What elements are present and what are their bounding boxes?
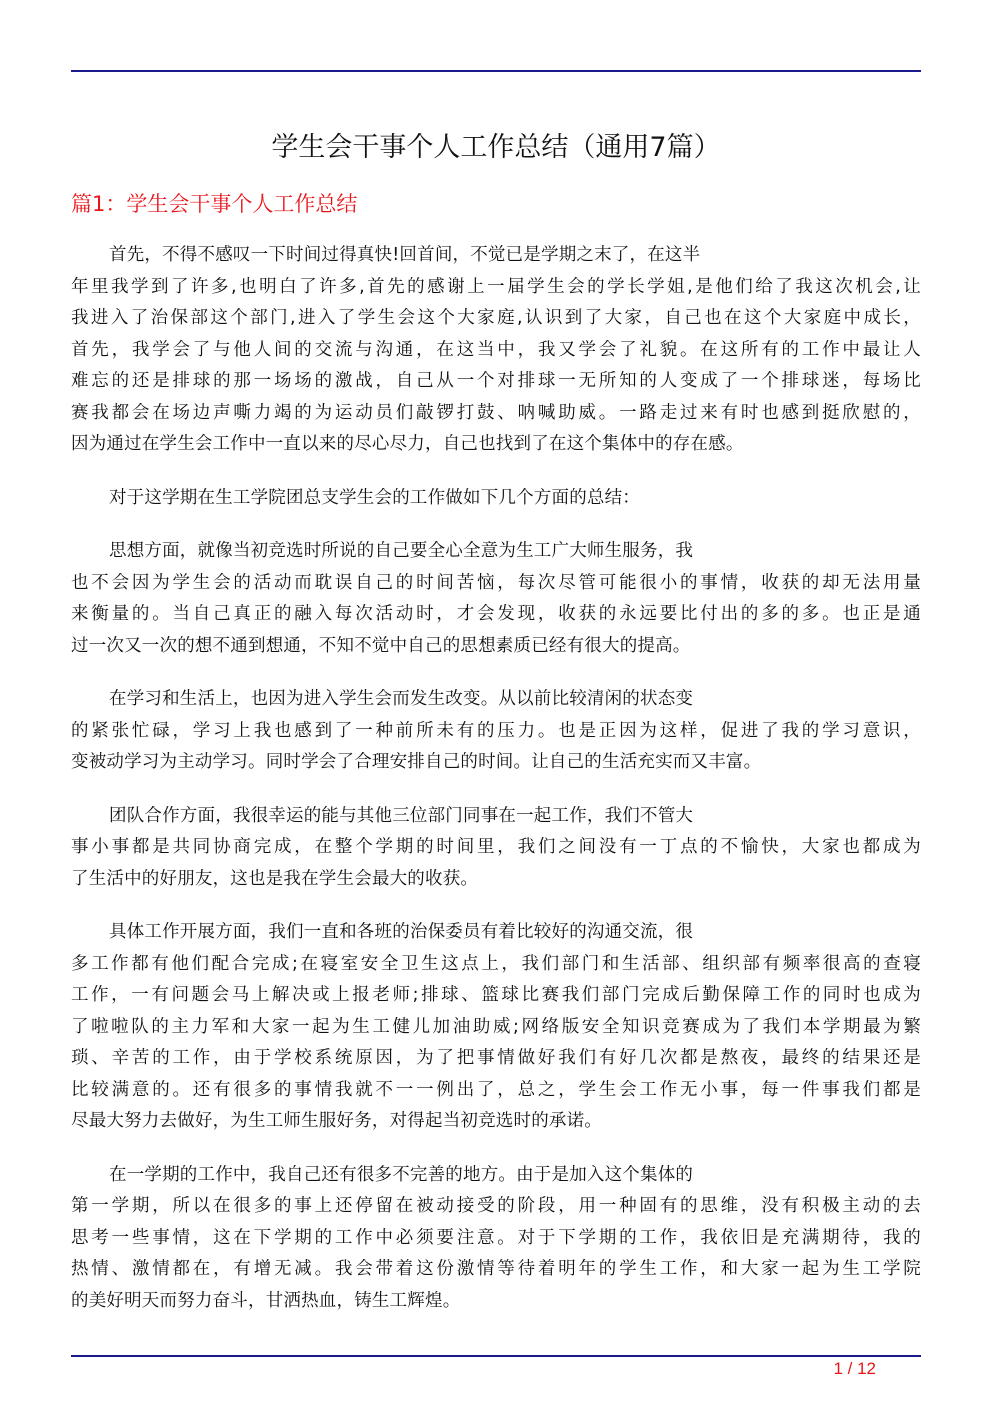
paragraph-6 (71, 917, 921, 1138)
text-line: 琐、辛苦的工作，由于学校系统原因，为了把事情做好我们有好几次都是熬夜，最终的结果还是 (71, 1048, 921, 1068)
text-line: 思考一些事情，这在下学期的工作中必须要注意。对于下学期的工作，我依旧是充满期待，我的 (71, 1227, 921, 1248)
text-line: 的紧张忙碌，学习上我也感到了一种前所未有的压力。也是正因为这样，促进了我的学习意识， (71, 720, 921, 741)
text-line: 了生活中的好朋友，这也是我在学生会最大的收获。 (71, 868, 479, 889)
paragraph-3 (71, 536, 921, 662)
document-title: 学生会干事个人工作总结（通用7篇） (271, 132, 721, 163)
header-rule (71, 70, 921, 72)
paragraph-1 (71, 240, 921, 461)
text-line: 难忘的还是排球的那一场场的激战，自己从一个对排球一无所知的人变成了一个排球迷，每场比 (71, 371, 921, 391)
text-line: 首先，不得不感叹一下时间过得真快!回首间，不觉已是学期之末了，在这半 (109, 245, 701, 265)
text-line: 团队合作方面，我很幸运的能与其他三位部门同事在一起工作，我们不管大 (109, 805, 694, 826)
text-line: 变被动学习为主动学习。同时学会了合理安排自己的时间。让自己的生活充实而又丰富。 (71, 752, 762, 772)
paragraph-4 (71, 684, 921, 779)
text-line: 了啦啦队的主力军和大家一起为生工健儿加油助威;网络版安全知识竞赛成为了我们本学期最为繁 (71, 1016, 921, 1037)
text-line: 年里我学到了许多,也明白了许多,首先的感谢上一届学生会的学长学姐,是他们给了我这次机会,让 (71, 276, 921, 297)
document-body (71, 240, 921, 1339)
text-line: 因为通过在学生会工作中一直以来的尽心尽力，自己也找到了在这个集体中的存在感。 (71, 434, 744, 454)
text-line: 也不会因为学生会的活动而耽误自己的时间苦恼，每次尽管可能很小的事情，收获的却无法用量 (71, 572, 921, 593)
text-line: 对于这学期在生工学院团总支学生会的工作做如下几个方面的总结： (109, 487, 640, 508)
text-line: 热情、激情都在，有增无减。我会带着这份激情等待着明年的学生工作，和大家一起为生工学院 (71, 1259, 921, 1279)
text-line: 在学习和生活上，也因为进入学生会而发生改变。从以前比较清闲的状态变 (109, 689, 694, 709)
text-line: 思想方面，就像当初竞选时所说的自己要全心全意为生工广大师生服务，我 (109, 541, 694, 561)
text-line: 首先，我学会了与他人间的交流与沟通，在这当中，我又学会了礼貌。在这所有的工作中最让人 (71, 339, 921, 360)
text-line: 多工作都有他们配合完成;在寝室安全卫生这点上，我们部门和生活部、组织部有频率很高的查寝 (71, 953, 921, 974)
text-line: 比较满意的。还有很多的事情我就不一一例出了，总之，学生会工作无小事，每一件事我们都是 (71, 1079, 921, 1100)
text-line: 赛我都会在场边声嘶力竭的为运动员们敲锣打鼓、呐喊助威。一路走过来有时也感到挺欣慰的， (71, 402, 921, 423)
text-line: 第一学期，所以在很多的事上还停留在被动接受的阶段，用一种固有的思维，没有积极主动的去 (71, 1196, 921, 1216)
footer-rule (71, 1355, 921, 1357)
paragraph-7 (71, 1160, 921, 1318)
page-number: 1 / 12 (833, 1359, 876, 1378)
text-line: 尽最大努力去做好，为生工师生服好务，对得起当初竞选时的承诺。 (71, 1111, 602, 1131)
text-line: 过一次又一次的想不通到想通，不知不觉中自己的思想素质已经有很大的提高。 (71, 635, 691, 656)
text-line: 事小事都是共同协商完成，在整个学期的时间里，我们之间没有一丁点的不愉快，大家也都成为 (71, 837, 921, 857)
text-line: 在一学期的工作中，我自己还有很多不完善的地方。由于是加入这个集体的 (109, 1164, 694, 1185)
text-line: 的美好明天而努力奋斗，甘洒热血，铸生工辉煌。 (71, 1290, 461, 1311)
section-heading: 篇1：学生会干事个人工作总结 (71, 192, 358, 216)
paragraph-5 (71, 801, 921, 896)
paragraph-2 (71, 483, 921, 515)
text-line: 具体工作开展方面，我们一直和各班的治保委员有着比较好的沟通交流，很 (109, 922, 694, 942)
text-line: 我进入了治保部这个部门,进入了学生会这个大家庭,认识到了大家，自己也在这个大家庭中成长， (71, 308, 921, 328)
text-line: 来衡量的。当自己真正的融入每次活动时，才会发现，收获的永远要比付出的多的多。也正是通 (71, 604, 921, 624)
text-line: 工作，一有问题会马上解决或上报老师;排球、篮球比赛我们部门完成后勤保障工作的同时也成为 (71, 985, 921, 1005)
